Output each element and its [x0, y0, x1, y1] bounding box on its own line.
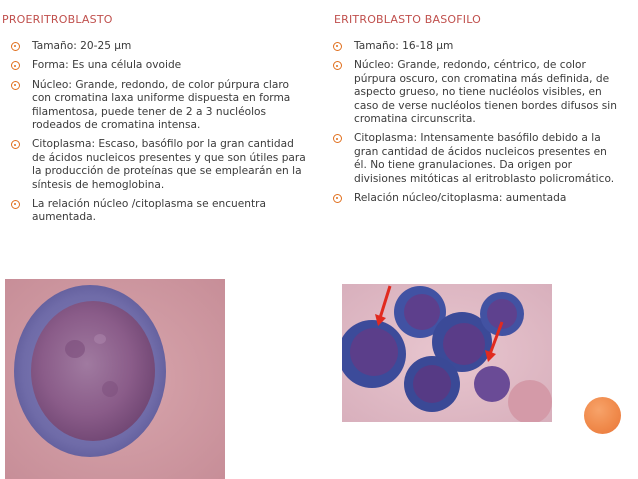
basophilic-erythroblast-micrograph: [342, 284, 552, 422]
left-bullet-list: [8, 40, 308, 225]
right-column-title: ERITROBLASTO BASOFILO: [334, 13, 482, 26]
bullet-icon: [333, 134, 342, 143]
right-bullet-list: [330, 40, 620, 205]
list-item: [330, 40, 620, 53]
list-item: [8, 198, 308, 225]
list-item: [8, 40, 308, 53]
bullet-icon: [333, 194, 342, 203]
list-item-text: Núcleo: Grande, redondo, de color púrpura claro con cromatina laxa uniforme dispuesta en forma filamentosa, puede tener de 2 a 3 nucléolos rodeados de cromatina intensa.: [32, 78, 291, 132]
right-column: [330, 40, 620, 211]
list-item-text: Núcleo: Grande, redondo, céntrico, de color púrpura oscuro, con cromatina más definida, de aspecto grueso, no tiene nucléolos visibles, en caso de verse nucléolos tienen bordes difusos sin cromatina circunscrita.: [354, 59, 617, 126]
list-item: [8, 79, 308, 133]
proerythroblast-micrograph: [5, 279, 225, 479]
left-column: [8, 40, 308, 231]
list-item: [8, 138, 308, 192]
bullet-icon: [333, 61, 342, 70]
list-item-text: La relación núcleo /citoplasma se encuentra aumentada.: [32, 198, 266, 224]
bullet-icon: [11, 200, 20, 209]
list-item: [330, 192, 620, 205]
bullet-icon: [11, 81, 20, 90]
list-item-text: Relación núcleo/citoplasma: aumentada: [354, 192, 567, 205]
list-item: [330, 59, 620, 126]
list-item-text: Citoplasma: Escaso, basófilo por la gran cantidad de ácidos nucleicos presentes y que son útiles para la producción de proteínas que se emplearán en la síntesis de hemoglobina.: [32, 138, 306, 191]
left-column-title: PROERITROBLASTO: [2, 13, 113, 26]
list-item-text: Tamaño: 20-25 µm: [32, 40, 132, 52]
decorative-orange-circle: [584, 397, 621, 434]
bullet-icon: [11, 42, 20, 51]
micrograph-image: [342, 284, 552, 422]
bullet-icon: [11, 140, 20, 149]
list-item-text: Tamaño: 16-18 µm: [354, 40, 454, 52]
bullet-icon: [11, 61, 20, 70]
list-item: [330, 132, 620, 186]
bullet-icon: [333, 42, 342, 51]
list-item-text: Forma: Es una célula ovoide: [32, 59, 182, 72]
list-item-text: Citoplasma: Intensamente basófilo debido a la gran cantidad de ácidos nucleicos presentes en él. No tiene granulaciones. Da origen por divisiones mitóticas al eritroblasto policromático.: [354, 132, 615, 185]
list-item: [8, 59, 308, 72]
micrograph-image: [5, 279, 225, 479]
